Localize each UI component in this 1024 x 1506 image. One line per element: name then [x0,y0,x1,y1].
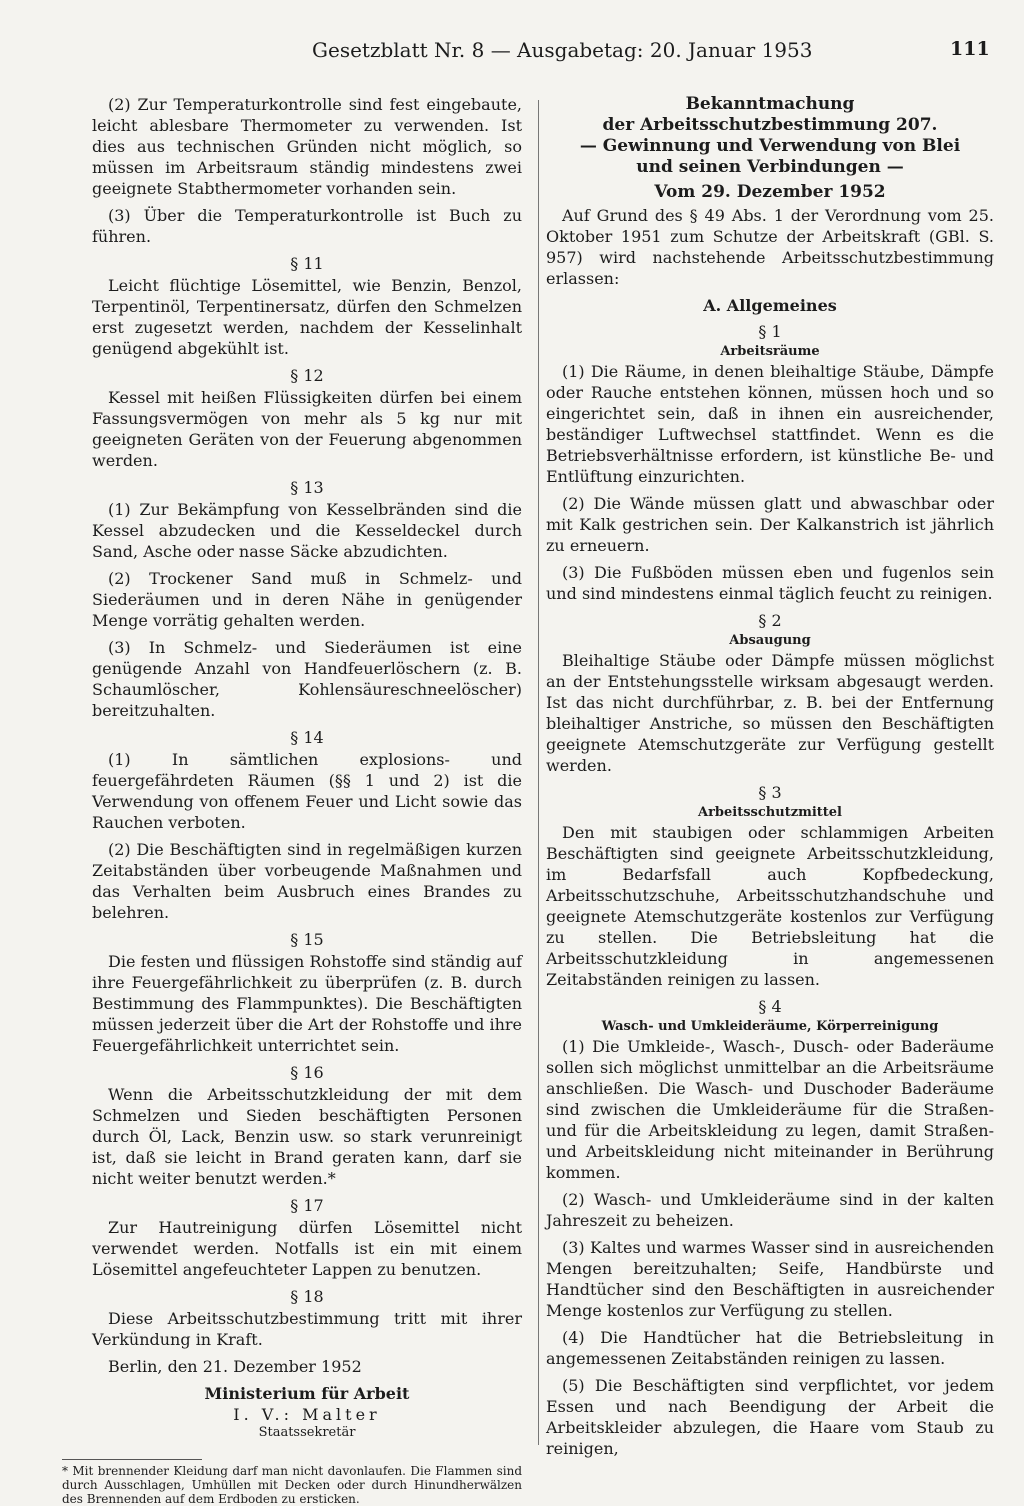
page-number: 111 [950,38,990,60]
left-column [62,94,522,1506]
section-heading: § 17 [290,1196,324,1215]
section-heading: § 3 [758,783,782,802]
paragraph: (1) In sämtlichen explosions- und feuergefährdeten Räumen (§§ 1 und 2) ist die Verwendung von offenem Feuer und Licht sowie das Rauchen verboten. [92,750,522,832]
paragraph: Den mit staubigen oder schlammigen Arbeiten Beschäftigten sind geeignete Arbeitsschutzkleidung, im Bedarfsfall auch Kopfbedeckung, Arbeitsschutzschuhe, Arbeitsschutzhandschuhe und geeignete Atemschutzgeräte kostenlos zur Verfügung zu stellen. Die Betriebsleitung hat die Arbeitsschutzkleidung in angemessenen Zeitabständen reinigen zu lassen. [546,823,994,989]
footnote: * Mit brennender Kleidung darf man nicht davonlaufen. Die Flammen sind durch Ausschlagen, Umhüllen mit Decken oder durch Hinundherwälzen des Brennenden auf dem Erdboden zu ersticken. [62,1464,522,1506]
paragraph: (2) Die Beschäftigten sind in regelmäßigen kurzen Zeitabständen über vorbeugende Maßnahmen und das Verhalten beim Ausbruch eines Brandes zu belehren. [92,840,522,922]
paragraph: Bleihaltige Stäube oder Dämpfe müssen möglichst an der Entstehungsstelle wirksam abgesaugt werden. Ist das nicht durchführbar, z. B. bei der Entfernung bleihaltiger Anstriche, so müssen den Beschäftigten geeignete Atemschutzgeräte zur Verfügung gestellt werden. [546,651,994,775]
paragraph: (2) Die Wände müssen glatt und abwaschbar oder mit Kalk gestrichen sein. Der Kalkanstrich ist jährlich zu erneuern. [546,494,994,555]
section-title: Arbeitsräume [720,344,820,359]
header-title: Gesetzblatt Nr. 8 — Ausgabetag: 20. Januar 1953 [312,38,813,62]
paragraph: (1) Zur Bekämpfung von Kesselbränden sind die Kessel abzudecken und die Kesseldeckel durch Sand, Asche oder nasse Säcke abzudichten. [92,500,522,561]
paragraph: Leicht flüchtige Lösemittel, wie Benzin, Benzol, Terpentinöl, Terpentinersatz, dürfen den Schmelzen erst zugesetzt werden, nachdem der Kesselinhalt genügend abgekühlt ist. [92,276,522,358]
right-column [546,94,994,1465]
paragraph: Zur Hautreinigung dürfen Lösemittel nicht verwendet werden. Notfalls ist ein mit einem Lösemittel angefeuchteter Lappen zu benutzen. [92,1218,522,1279]
section-heading: § 2 [758,611,782,630]
paragraph: (2) Zur Temperaturkontrolle sind fest eingebaute, leicht ablesbare Thermometer zu verwenden. Ist dies aus technischen Gründen nicht möglich, so müssen im Arbeitsraum ständig mindestens zwei geeignete Stabthermometer vorhanden sein. [92,95,522,198]
paragraph: (1) Die Umkleide-, Wasch-, Dusch- oder Baderäume sollen sich möglichst unmittelbar an die Arbeitsräume anschließen. Die Wasch- und Duschoder Baderäume sind zwischen die Umkleideräume für die Straßen- und für die Arbeitskleidung zu legen, damit Straßen- und Arbeitskleidung nicht miteinander in Berührung kommen. [546,1037,994,1182]
notice-title-line: Bekanntmachung [685,94,855,114]
section-heading: § 1 [758,322,782,341]
section-heading: § 18 [290,1287,324,1306]
section-heading: § 4 [758,997,782,1016]
paragraph: Diese Arbeitsschutzbestimmung tritt mit ihrer Verkündung in Kraft. [92,1309,522,1349]
place-date: Berlin, den 21. Dezember 1952 [108,1357,362,1376]
section-heading: § 15 [290,930,324,949]
paragraph: (3) Kaltes und warmes Wasser sind in ausreichenden Mengen bereitzuhalten; Seife, Handbürste und Handtücher sind den Beschäftigten in ausreichender Menge kostenlos zur Verfügung zu stellen. [546,1238,994,1320]
section-heading: § 13 [290,478,324,497]
paragraph: (1) Die Räume, in denen bleihaltige Stäube, Dämpfe oder Rauche entstehen können, müssen hoch und so eingerichtet sein, daß in ihnen ein ausreichender, beständiger Luftwechsel stattfindet. Wenn es die Betriebsverhältnisse erfordern, ist künstliche Be- und Entlüftung einzurichten. [546,362,994,486]
paragraph: (2) Trockener Sand muß in Schmelz- und Siederäumen und in deren Nähe in genügender Menge vorrätig gehalten werden. [92,569,522,630]
section-heading: § 11 [290,254,324,273]
notice-title-line: der Arbeitsschutzbestimmung 207. [602,115,938,135]
signatory: I. V.: Malter [233,1405,381,1424]
section-heading: § 14 [290,728,324,747]
part-heading: A. Allgemeines [703,296,837,315]
notice-date: Vom 29. Dezember 1952 [654,182,886,202]
section-title: Wasch- und Umkleideräume, Körperreinigung [601,1019,939,1034]
section-heading: § 12 [290,366,324,385]
notice-title-line: und seinen Verbindungen — [636,157,904,177]
section-title: Arbeitsschutzmittel [698,805,842,820]
paragraph: (2) Wasch- und Umkleideräume sind in der kalten Jahreszeit zu beheizen. [546,1190,994,1230]
footnote-divider [62,1459,202,1460]
notice-title-line: — Gewinnung und Verwendung von Blei [579,136,961,156]
paragraph: (4) Die Handtücher hat die Betriebsleitung in angemessenen Zeitabständen reinigen zu lassen. [546,1328,994,1368]
paragraph: Kessel mit heißen Flüssigkeiten dürfen bei einem Fassungsvermögen von mehr als 5 kg nur mit geeigneten Geräten von der Feuerung abgenommen werden. [92,388,522,470]
signatory-title: Staatssekretär [258,1425,356,1440]
page-header [0,38,1024,78]
paragraph: (3) Über die Temperaturkontrolle ist Buch zu führen. [92,206,522,246]
section-heading: § 16 [290,1063,324,1082]
paragraph: Die festen und flüssigen Rohstoffe sind ständig auf ihre Feuergefährlichkeit zu überprüfen (z. B. durch Bestimmung des Flammpunktes). Die Beschäftigten müssen jederzeit über die Art der Rohstoffe und ihre Feuergefährlichkeit unterrichtet sein. [92,952,522,1055]
paragraph: (3) In Schmelz- und Siederäumen ist eine genügende Anzahl von Handfeuerlöschern (z. B. Schaumlöscher, Kohlensäureschneelöscher) bereitzuhalten. [92,638,522,720]
section-title: Absaugung [729,633,811,648]
paragraph: (3) Die Fußböden müssen eben und fugenlos sein und sind mindestens einmal täglich feucht zu reinigen. [546,563,994,603]
paragraph: Auf Grund des § 49 Abs. 1 der Verordnung vom 25. Oktober 1951 zum Schutze der Arbeitskraft (GBl. S. 957) wird nachstehende Arbeitsschutzbestimmung erlassen: [546,206,994,288]
paragraph: (5) Die Beschäftigten sind verpflichtet, vor jedem Essen und nach Beendigung der Arbeit die Arbeitskleider abzulegen, die Haare vom Staub zu reinigen, [546,1376,994,1458]
paragraph: Wenn die Arbeitsschutzkleidung der mit dem Schmelzen und Sieden beschäftigten Personen durch Öl, Lack, Benzin usw. so stark verunreinigt ist, daß sie leicht in Brand geraten kann, darf sie nicht weiter benutzt werden.* [92,1085,522,1188]
ministry-name: Ministerium für Arbeit [204,1384,410,1403]
column-divider [538,100,539,1445]
